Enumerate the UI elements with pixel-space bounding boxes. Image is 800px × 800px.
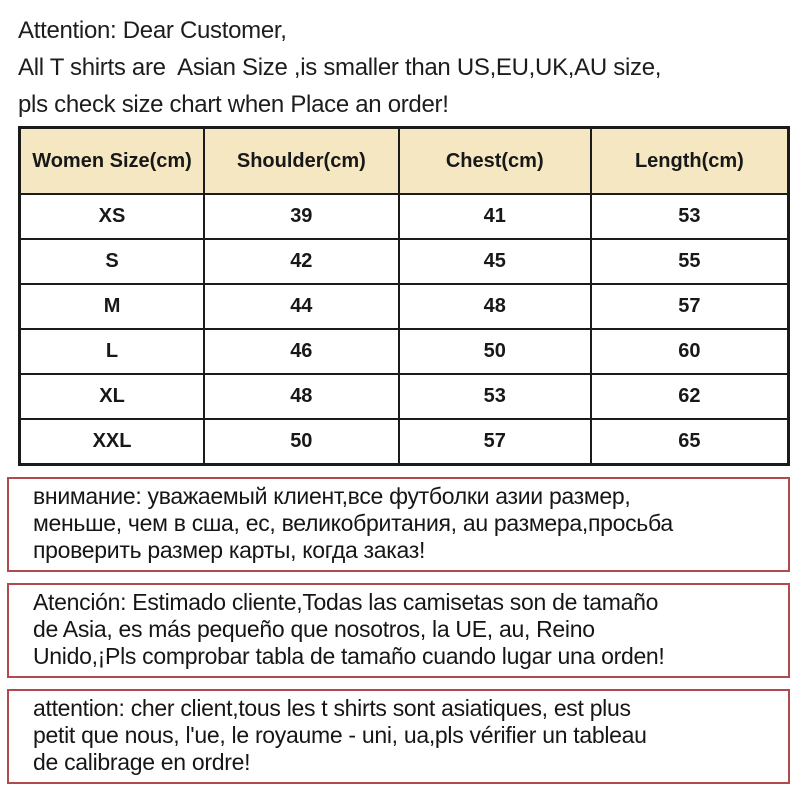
table-row-xs [20, 194, 789, 239]
notice-russian-line-1: внимание: уважаемый клиент,все футболки азии размер, [33, 483, 631, 509]
women-size-chart-table [18, 126, 790, 466]
size-cell: XXL [20, 419, 205, 465]
attention-line-3: pls check size chart when Place an order! [18, 91, 449, 118]
table-row-l [20, 329, 789, 374]
size-cell: L [20, 329, 205, 374]
chest-cell: 50 [399, 329, 591, 374]
chest-cell: 41 [399, 194, 591, 239]
chest-cell: 57 [399, 419, 591, 465]
table-row-s [20, 239, 789, 284]
notice-french-line-3: de calibrage en ordre! [33, 749, 251, 775]
chest-cell: 53 [399, 374, 591, 419]
chest-cell: 45 [399, 239, 591, 284]
table-row-m [20, 284, 789, 329]
length-cell: 62 [591, 374, 789, 419]
notice-spanish-line-2: de Asia, es más pequeño que nosotros, la UE, au, Reino [33, 616, 595, 642]
length-cell: 60 [591, 329, 789, 374]
attention-line-2: All T shirts are Asian Size ,is smaller than US,EU,UK,AU size, [18, 54, 662, 81]
shoulder-cell: 39 [204, 194, 399, 239]
table-row-xl [20, 374, 789, 419]
notice-box-french [7, 689, 790, 784]
column-header-chest: Chest(cm) [399, 128, 591, 195]
notice-box-russian [7, 477, 790, 572]
column-header-women-size: Women Size(cm) [20, 128, 205, 195]
column-header-length: Length(cm) [591, 128, 789, 195]
length-cell: 65 [591, 419, 789, 465]
notice-spanish-line-3: Unido,¡Pls comprobar tabla de tamaño cuando lugar una orden! [33, 643, 665, 669]
notice-french-line-2: petit que nous, l'ue, le royaume - uni, ua,pls vérifier un tableau [33, 722, 647, 748]
notice-spanish-line-1: Atención: Estimado cliente,Todas las camisetas son de tamaño [33, 589, 659, 615]
chest-cell: 48 [399, 284, 591, 329]
shoulder-cell: 42 [204, 239, 399, 284]
length-cell: 57 [591, 284, 789, 329]
length-cell: 53 [591, 194, 789, 239]
shoulder-cell: 44 [204, 284, 399, 329]
table-row-xxl [20, 419, 789, 465]
notice-box-spanish [7, 583, 790, 678]
column-header-shoulder: Shoulder(cm) [204, 128, 399, 195]
size-cell: XS [20, 194, 205, 239]
shoulder-cell: 48 [204, 374, 399, 419]
shoulder-cell: 46 [204, 329, 399, 374]
notice-french-line-1: attention: cher client,tous les t shirts sont asiatiques, est plus [33, 695, 631, 721]
length-cell: 55 [591, 239, 789, 284]
shoulder-cell: 50 [204, 419, 399, 465]
size-cell: S [20, 239, 205, 284]
size-cell: XL [20, 374, 205, 419]
attention-line-1: Attention: Dear Customer, [18, 17, 287, 44]
attention-note [0, 0, 800, 123]
table-header-row [20, 128, 789, 195]
notice-russian-line-2: меньше, чем в сша, ес, великобритания, au размера,просьба [33, 510, 673, 536]
notice-russian-line-3: проверить размер карты, когда заказ! [33, 537, 426, 563]
size-cell: M [20, 284, 205, 329]
